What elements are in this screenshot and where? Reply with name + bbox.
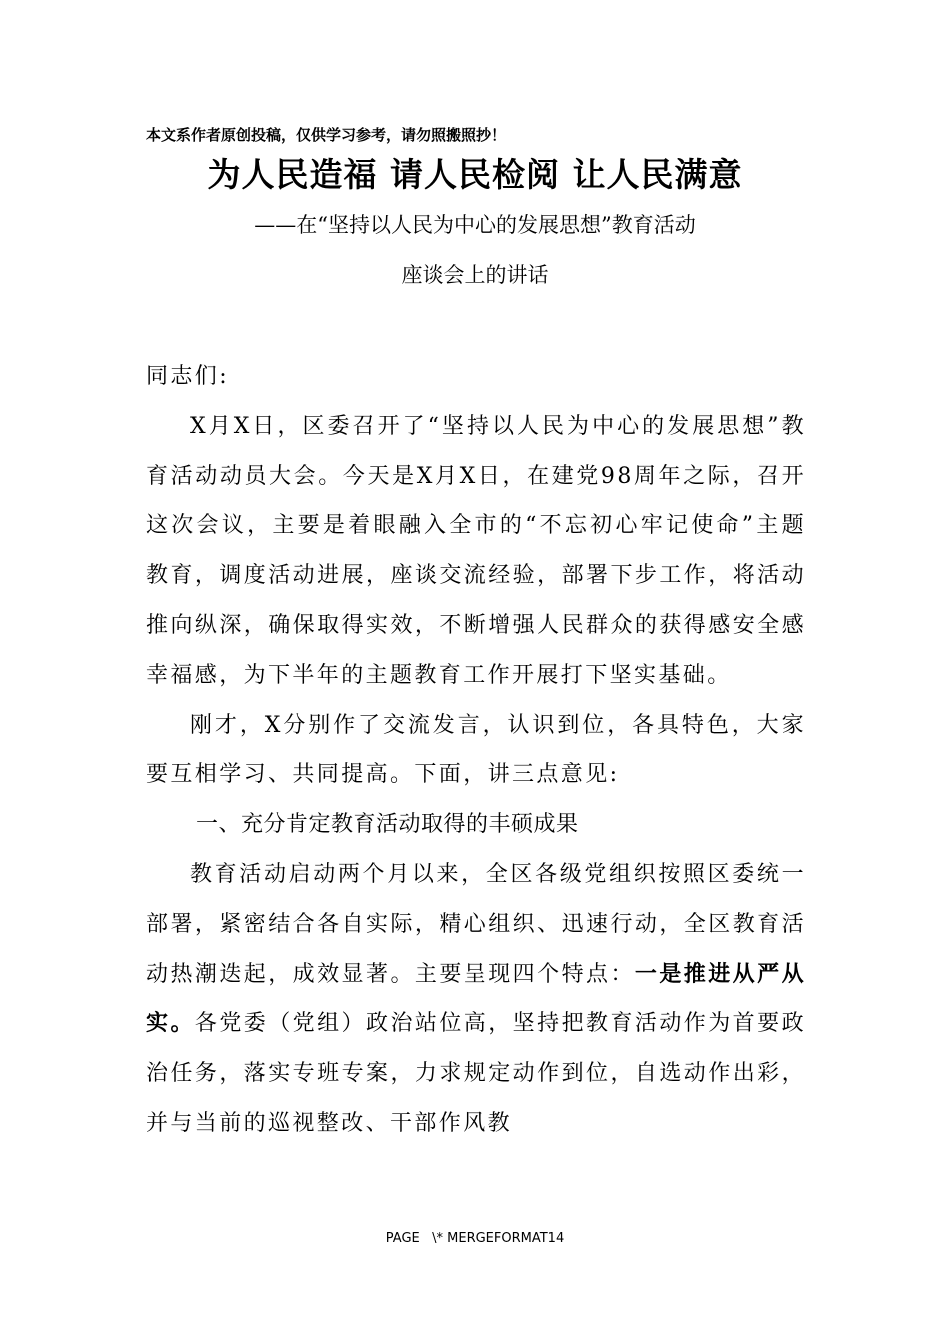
document-title: 为人民造福 请人民检阅 让人民满意 [207,155,743,194]
page-number-field: PAGE \* MERGEFORMAT14 [385,1231,565,1246]
disclaimer-note: 本文系作者原创投稿，仅供学习参考，请勿照搬照抄！ [146,126,507,144]
paragraph-1: X月X日，区委召开了“坚持以人民为中心的发展思想”教育活动动员大会。今天是X月X日，在建党98周年之际，召开这次会议，主要是着眼融入全市的“不忘初心牢记使命”主题教育，调度活动进展，座谈交流经验，部署下步工作，将活动推向纵深，确保取得实效，不断增强人民群众的获得感安全感幸福感，为下半年的主题教育工作开展打下坚实基础。 [146,413,806,688]
paragraph-3-rest: 各党委（党组）政治站位高，坚持把教育活动作为首要政治任务，落实专班专案，力求规定动作到位，自选动作出彩，并与当前的巡视整改、干部作风教 [146,1011,806,1136]
paragraph-3-bold-point: 一是推进从严从实。 [146,961,806,1037]
paragraph-3 [146,850,806,1149]
document-body [146,352,806,1149]
salutation: 同志们: [146,364,230,389]
paragraph-3-intro: 教育活动启动两个月以来，全区各级党组织按照区委统一部署，紧密结合各自实际，精心组织、迅速行动，全区教育活动热潮迭起，成效显著。主要呈现四个特点： [146,861,806,987]
document-subtitle-line1: ——在“坚持以人民为中心的发展思想”教育活动 [254,213,696,237]
paragraph-2: 刚才，X分别作了交流发言，认识到位，各具特色，大家要互相学习、共同提高。下面，讲三点意见: [146,712,806,788]
section-1-heading: 一、充分肯定教育活动取得的丰硕成果 [196,812,579,838]
document-subtitle-line2: 座谈会上的讲话 [401,263,549,287]
